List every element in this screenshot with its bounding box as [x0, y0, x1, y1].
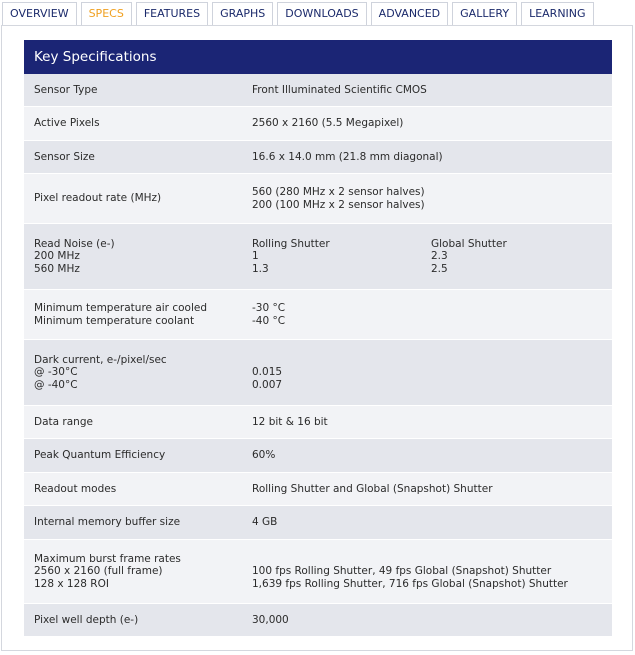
spec-value-line: 100 fps Rolling Shutter, 49 fps Global (Snapshot) Shutter [252, 565, 552, 578]
spec-row-peak-qe [24, 439, 612, 473]
spec-label: Sensor Type [34, 83, 98, 96]
spec-row-min-temperature [24, 290, 612, 340]
spec-value: 12 bit & 16 bit [252, 415, 328, 428]
spec-value-line: 0.007 [252, 378, 283, 391]
spec-label: Pixel readout rate (MHz) [34, 192, 162, 205]
spec-value-line: 1 [252, 250, 259, 263]
tab-advanced[interactable]: ADVANCED [371, 2, 448, 25]
rolling-shutter-column [252, 238, 431, 276]
spec-row-sensor-size [24, 141, 612, 174]
spec-value: 2560 x 2160 (5.5 Megapixel) [252, 117, 404, 130]
spec-value: Rolling Shutter and Global (Snapshot) Shutter [252, 482, 493, 495]
spec-value-line: 2.5 [431, 262, 448, 275]
spec-value-line: -30 °C [252, 302, 286, 314]
spec-value-line: 2.3 [431, 250, 448, 263]
spec-row-burst-frame-rates [24, 540, 612, 604]
spec-table [24, 40, 612, 637]
spec-label-line: Dark current, e-/pixel/sec [34, 353, 167, 366]
spec-row-pixel-readout-rate [24, 174, 612, 224]
spec-label-line: Read Noise (e-) [34, 237, 115, 250]
spec-value-line: 200 (100 MHz x 2 sensor halves) [252, 198, 425, 211]
spec-value-line: Rolling Shutter [252, 237, 330, 250]
tab-graphs[interactable]: GRAPHS [212, 2, 273, 25]
spec-value [252, 238, 612, 276]
spec-value: 30,000 [252, 613, 289, 626]
spec-label-line: Maximum burst frame rates [34, 552, 181, 565]
spec-row-pixel-well-depth [24, 604, 612, 637]
spec-label: Pixel well depth (e-) [34, 613, 139, 626]
spec-value-line: 1,639 fps Rolling Shutter, 716 fps Global (Snapshot) Shutter [252, 577, 568, 590]
spec-value: 4 GB [252, 516, 278, 529]
spec-label [34, 302, 252, 327]
spec-value-line [252, 553, 612, 566]
tab-gallery[interactable]: GALLERY [452, 2, 517, 25]
spec-table-title: Key Specifications [24, 40, 612, 74]
tab-overview[interactable]: OVERVIEW [2, 2, 77, 25]
spec-label-line: @ -30°C [34, 366, 78, 379]
spec-label [34, 238, 252, 276]
spec-value: 60% [252, 449, 276, 462]
spec-label: Sensor Size [34, 150, 95, 163]
spec-value [252, 302, 612, 327]
spec-row-dark-current [24, 340, 612, 406]
spec-label-line: 2560 x 2160 (full frame) [34, 565, 163, 578]
specs-panel [1, 25, 633, 651]
global-shutter-column [431, 238, 612, 276]
tab-learning[interactable]: LEARNING [521, 2, 593, 25]
spec-value-line: Global Shutter [431, 237, 507, 250]
spec-value-line: 1.3 [252, 262, 269, 275]
spec-value-line [252, 354, 612, 367]
tab-features[interactable]: FEATURES [136, 2, 208, 25]
spec-row-read-noise [24, 224, 612, 290]
tab-specs[interactable]: SPECS [81, 2, 132, 25]
spec-label-line: @ -40°C [34, 378, 78, 391]
spec-value [252, 354, 612, 392]
spec-value-line: -40 °C [252, 314, 286, 327]
spec-value [252, 186, 612, 211]
spec-value: Front Illuminated Scientific CMOS [252, 83, 427, 96]
spec-label-line: Minimum temperature coolant [34, 314, 195, 327]
spec-label: Data range [34, 415, 93, 428]
spec-label: Internal memory buffer size [34, 516, 181, 529]
spec-row-active-pixels [24, 107, 612, 141]
spec-label-line: 560 MHz [34, 262, 80, 275]
spec-label [34, 553, 252, 591]
spec-label: Peak Quantum Efficiency [34, 449, 166, 462]
spec-value [252, 553, 612, 591]
spec-value-line: 0.015 [252, 366, 283, 379]
spec-row-data-range [24, 406, 612, 439]
spec-label: Active Pixels [34, 117, 100, 130]
spec-label-line: 200 MHz [34, 250, 80, 263]
spec-label: Readout modes [34, 482, 117, 495]
spec-label-line: 128 x 128 ROI [34, 577, 109, 590]
spec-row-readout-modes [24, 473, 612, 506]
tab-bar [0, 0, 635, 25]
spec-value-line: 560 (280 MHz x 2 sensor halves) [252, 186, 425, 198]
spec-label [34, 354, 252, 392]
tab-downloads[interactable]: DOWNLOADS [277, 2, 366, 25]
spec-label-line: Minimum temperature air cooled [34, 302, 208, 314]
spec-row-memory-buffer [24, 506, 612, 540]
spec-value: 16.6 x 14.0 mm (21.8 mm diagonal) [252, 150, 443, 163]
spec-row-sensor-type [24, 74, 612, 107]
